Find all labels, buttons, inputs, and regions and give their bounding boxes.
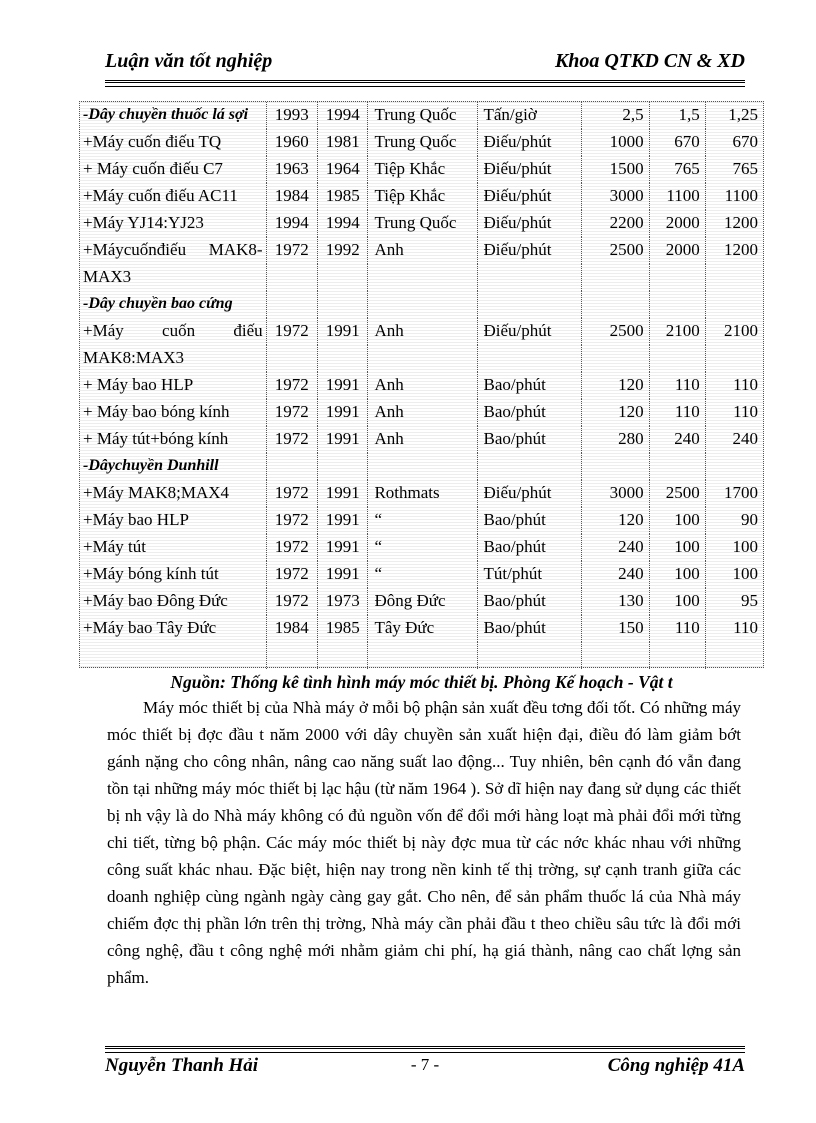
cell-design-capacity: 3000 [581, 480, 649, 507]
cell-current-capacity [705, 264, 763, 291]
cell-current-capacity: 95 [741, 591, 758, 610]
cell-equipment-name: +Máy cuốn điếu AC11 [80, 183, 266, 210]
cell-year-made: 1972 [266, 318, 317, 345]
cell-country: Trung Quốc [368, 102, 477, 129]
empty-cell [318, 642, 368, 669]
table-row [80, 453, 763, 480]
cell-current-capacity: 90 [741, 510, 758, 529]
equipment-table-body [80, 102, 763, 669]
cell-design-capacity: 120 [581, 372, 649, 399]
cell-year-made [266, 291, 317, 318]
cell-unit: Điếu/phút [477, 210, 581, 237]
footer-class: Công nghiệp 41A [607, 1055, 745, 1076]
footer-divider-thin [105, 1052, 745, 1053]
cell-equipment-name: +Máy bao HLP [80, 507, 266, 534]
cell-equipment-name: +Máy cuốn điếu TQ [80, 129, 266, 156]
cell-equipment-name: +Máy bao Tây Đức [80, 615, 266, 642]
empty-cell [649, 642, 705, 669]
cell-design-capacity [581, 345, 649, 372]
body-paragraph: Máy móc thiết bị của Nhà máy ở mỗi bộ phận sản xuất đều tơng đối tốt. Có những máy móc thiết bị đợc đầu t năm 2000 với dây chuyền sản xuất hiện đại, điều đó làm giảm bớt gánh nặng cho công nhân, nâng cao năng suất lao động... Tuy nhiên, bên cạnh đó vẫn đang tồn tại những máy móc thiết bị lạc hậu (từ năm 1964 ). Sở dĩ hiện nay đang sử dụng các thiết bị nh vậy là do Nhà máy không có đủ nguồn vốn để đổi mới hàng loạt mà phải đổi mới từng chi tiết, từng bộ phận. Các máy móc thiết bị này đợc mua từ các nớc khác nhau với những công suất khác nhau. Đặc biệt, hiện nay trong nền kinh tế thị trờng, sự cạnh tranh giữa các doanh nghiệp cùng ngành ngày càng gay gắt. Cho nên, để sản phẩm thuốc lá của Nhà máy chiếm đợc thị phần lớn trên thị trờng, Nhà máy cần phải đầu t theo chiều sâu tức là đổi mới công nghệ, đầu t công nghệ mới nhằm giảm chi phí, hạ giá thành, nâng cao chất lợng sản phẩm. [107, 698, 741, 987]
cell-current-capacity: 110 [733, 375, 758, 394]
cell-current-capacity: 765 [732, 159, 758, 178]
cell-year-made: 1972 [266, 588, 317, 615]
cell-year-used [318, 264, 368, 291]
cell-current-capacity: 110 [733, 618, 758, 637]
cell-year-used: 1991 [318, 426, 368, 453]
cell-year-made: 1984 [266, 183, 317, 210]
cell-year-used: 1985 [318, 183, 368, 210]
cell-actual-capacity: 110 [649, 615, 705, 642]
table-row [80, 534, 763, 561]
cell-country: Anh [368, 426, 477, 453]
cell-equipment-name: + Máy bao bóng kính [80, 399, 266, 426]
page-footer [105, 1055, 745, 1085]
table-row [80, 372, 763, 399]
cell-design-capacity: 2500 [581, 237, 649, 264]
cell-current-capacity: 2100 [724, 321, 758, 340]
table-row [80, 480, 763, 507]
cell-year-made: 1972 [266, 561, 317, 588]
cell-unit: Điếu/phút [477, 156, 581, 183]
cell-country [368, 453, 477, 480]
table-row [80, 210, 763, 237]
cell-equipment-name: + Máy cuốn điếu C7 [80, 156, 266, 183]
cell-equipment-name: +Máy YJ14:YJ23 [80, 210, 266, 237]
cell-unit [477, 453, 581, 480]
cell-actual-capacity: 110 [649, 399, 705, 426]
cell-actual-capacity: 2000 [649, 210, 705, 237]
cell-current-capacity [705, 453, 763, 480]
cell-current-capacity [705, 291, 763, 318]
cell-unit: Bao/phút [477, 399, 581, 426]
page-number: - 7 - [410, 1055, 440, 1074]
table-row [80, 345, 763, 372]
cell-year-made [266, 264, 317, 291]
table-row [80, 615, 763, 642]
cell-unit: Điếu/phút [477, 237, 581, 264]
cell-unit: Tấn/giờ [477, 102, 581, 129]
cell-year-used: 1991 [318, 561, 368, 588]
table-row [80, 156, 763, 183]
cell-design-capacity: 2200 [581, 210, 649, 237]
cell-year-made: 1972 [266, 426, 317, 453]
cell-year-made: 1972 [266, 480, 317, 507]
cell-design-capacity: 2,5 [581, 102, 649, 129]
cell-year-used: 1991 [318, 318, 368, 345]
cell-equipment-name: +Máy MAK8;MAX4 [80, 480, 266, 507]
cell-country: Anh [368, 372, 477, 399]
cell-unit: Điếu/phút [477, 480, 581, 507]
cell-country: Tây Đức [368, 615, 477, 642]
cell-year-used: 1991 [318, 372, 368, 399]
cell-design-capacity [581, 453, 649, 480]
equipment-table [80, 102, 763, 669]
empty-cell [80, 642, 266, 669]
table-row-empty [80, 642, 763, 669]
cell-country: Tiệp Khắc [368, 156, 477, 183]
cell-year-used: 1992 [318, 237, 368, 264]
cell-unit: Bao/phút [477, 534, 581, 561]
cell-year-used: 1964 [318, 156, 368, 183]
cell-country [368, 264, 477, 291]
cell-current-capacity: 1200 [724, 213, 758, 232]
empty-cell [266, 642, 317, 669]
cell-unit [477, 264, 581, 291]
footer-author: Nguyễn Thanh Hải [105, 1055, 259, 1076]
table-row [80, 264, 763, 291]
empty-cell [477, 642, 581, 669]
cell-design-capacity: 130 [581, 588, 649, 615]
table-row [80, 102, 763, 129]
cell-country: Đông Đức [368, 588, 477, 615]
cell-design-capacity: 1000 [581, 129, 649, 156]
cell-country: Anh [368, 399, 477, 426]
cell-current-capacity: 240 [732, 429, 758, 448]
footer-divider [105, 1046, 745, 1049]
empty-cell [581, 642, 649, 669]
cell-equipment-name: +Máy bao Đông Đức [80, 588, 266, 615]
cell-current-capacity: 670 [732, 132, 758, 151]
cell-year-used: 1991 [318, 480, 368, 507]
cell-unit: Bao/phút [477, 615, 581, 642]
cell-actual-capacity [649, 264, 705, 291]
table-row [80, 318, 763, 345]
header-thesis-title: Luận văn tốt nghiệp [105, 50, 273, 72]
cell-country: “ [368, 507, 477, 534]
cell-year-used [318, 345, 368, 372]
table-row [80, 129, 763, 156]
cell-equipment-name: +Máycuốnđiếu MAK8- [80, 237, 266, 264]
cell-design-capacity: 1500 [581, 156, 649, 183]
cell-current-capacity: 1200 [724, 240, 758, 259]
cell-actual-capacity: 110 [649, 372, 705, 399]
cell-year-made: 1960 [266, 129, 317, 156]
cell-year-used: 1991 [318, 534, 368, 561]
cell-unit [477, 345, 581, 372]
cell-current-capacity: 100 [732, 537, 758, 556]
cell-actual-capacity: 670 [649, 129, 705, 156]
cell-current-capacity [705, 345, 763, 372]
cell-year-made: 1972 [266, 237, 317, 264]
cell-equipment-name: +Máy cuốn điếu [80, 318, 266, 345]
cell-year-made [266, 453, 317, 480]
empty-cell [368, 642, 477, 669]
cell-year-made: 1993 [266, 102, 317, 129]
cell-year-used: 1981 [318, 129, 368, 156]
cell-unit: Bao/phút [477, 426, 581, 453]
cell-current-capacity: 1100 [724, 186, 758, 205]
header-faculty: Khoa QTKD CN & XD [554, 50, 745, 72]
table-row [80, 291, 763, 318]
cell-unit [477, 291, 581, 318]
cell-country: Anh [368, 318, 477, 345]
cell-year-used: 1994 [318, 210, 368, 237]
cell-year-used: 1991 [318, 399, 368, 426]
cell-country: Rothmats [368, 480, 477, 507]
cell-actual-capacity: 2500 [649, 480, 705, 507]
cell-actual-capacity: 765 [649, 156, 705, 183]
cell-design-capacity: 280 [581, 426, 649, 453]
cell-design-capacity [581, 291, 649, 318]
cell-country [368, 291, 477, 318]
cell-unit: Điếu/phút [477, 183, 581, 210]
cell-design-capacity: 150 [581, 615, 649, 642]
cell-design-capacity: 120 [581, 399, 649, 426]
table-row [80, 588, 763, 615]
cell-equipment-name: +Máy tút [80, 534, 266, 561]
cell-actual-capacity: 2000 [649, 237, 705, 264]
cell-country: Trung Quốc [368, 129, 477, 156]
cell-year-used: 1994 [318, 102, 368, 129]
cell-actual-capacity [649, 345, 705, 372]
cell-actual-capacity: 100 [649, 534, 705, 561]
cell-actual-capacity: 100 [649, 507, 705, 534]
cell-equipment-name: MAK8:MAX3 [80, 345, 266, 372]
cell-actual-capacity: 100 [649, 588, 705, 615]
header-divider-thin [105, 86, 745, 87]
cell-design-capacity: 120 [581, 507, 649, 534]
cell-actual-capacity [649, 291, 705, 318]
table-row [80, 507, 763, 534]
cell-equipment-name: + Máy tút+bóng kính [80, 426, 266, 453]
cell-current-capacity: 110 [733, 402, 758, 421]
cell-unit: Bao/phút [477, 372, 581, 399]
cell-year-made: 1972 [266, 399, 317, 426]
cell-country: “ [368, 561, 477, 588]
cell-equipment-name: +Máy bóng kính tút [80, 561, 266, 588]
cell-equipment-name: + Máy bao HLP [80, 372, 266, 399]
cell-equipment-name: -Dâychuyền Dunhill [80, 453, 266, 480]
table-row [80, 561, 763, 588]
cell-actual-capacity: 100 [649, 561, 705, 588]
cell-year-made: 1984 [266, 615, 317, 642]
cell-unit: Bao/phút [477, 507, 581, 534]
cell-year-made [266, 345, 317, 372]
equipment-table-frame [79, 101, 764, 668]
table-row [80, 426, 763, 453]
cell-actual-capacity: 2100 [649, 318, 705, 345]
header-divider [105, 80, 745, 83]
cell-equipment-name: -Dây chuyền bao cứng [80, 291, 266, 318]
cell-year-made: 1963 [266, 156, 317, 183]
table-source-note: Nguồn: Thống kê tình hình máy móc thiết bị. Phòng Kế hoạch - Vật t [170, 672, 673, 692]
cell-design-capacity: 2500 [581, 318, 649, 345]
cell-current-capacity: 1700 [724, 483, 758, 502]
cell-actual-capacity [649, 453, 705, 480]
cell-year-made: 1972 [266, 507, 317, 534]
cell-year-made: 1994 [266, 210, 317, 237]
cell-design-capacity: 240 [581, 561, 649, 588]
cell-country: Trung Quốc [368, 210, 477, 237]
cell-year-used: 1985 [318, 615, 368, 642]
cell-design-capacity: 3000 [581, 183, 649, 210]
cell-unit: Bao/phút [477, 588, 581, 615]
table-row [80, 237, 763, 264]
cell-country: Anh [368, 237, 477, 264]
page-header [105, 50, 745, 80]
cell-year-made: 1972 [266, 372, 317, 399]
cell-equipment-name: MAX3 [80, 264, 266, 291]
cell-current-capacity: 1,25 [728, 105, 758, 124]
cell-actual-capacity: 1,5 [649, 102, 705, 129]
cell-country [368, 345, 477, 372]
cell-unit: Điếu/phút [477, 318, 581, 345]
cell-year-used: 1973 [318, 588, 368, 615]
cell-design-capacity [581, 264, 649, 291]
cell-unit: Điếu/phút [477, 129, 581, 156]
cell-actual-capacity: 1100 [649, 183, 705, 210]
cell-year-used: 1991 [318, 507, 368, 534]
cell-year-made: 1972 [266, 534, 317, 561]
cell-current-capacity: 100 [732, 564, 758, 583]
cell-country: Tiệp Khắc [368, 183, 477, 210]
empty-cell [705, 642, 763, 669]
cell-year-used [318, 453, 368, 480]
cell-equipment-name: -Dây chuyền thuốc lá sợi [80, 102, 266, 129]
cell-country: “ [368, 534, 477, 561]
cell-unit: Tút/phút [477, 561, 581, 588]
table-row [80, 399, 763, 426]
cell-year-used [318, 291, 368, 318]
cell-design-capacity: 240 [581, 534, 649, 561]
cell-actual-capacity: 240 [649, 426, 705, 453]
table-row [80, 183, 763, 210]
